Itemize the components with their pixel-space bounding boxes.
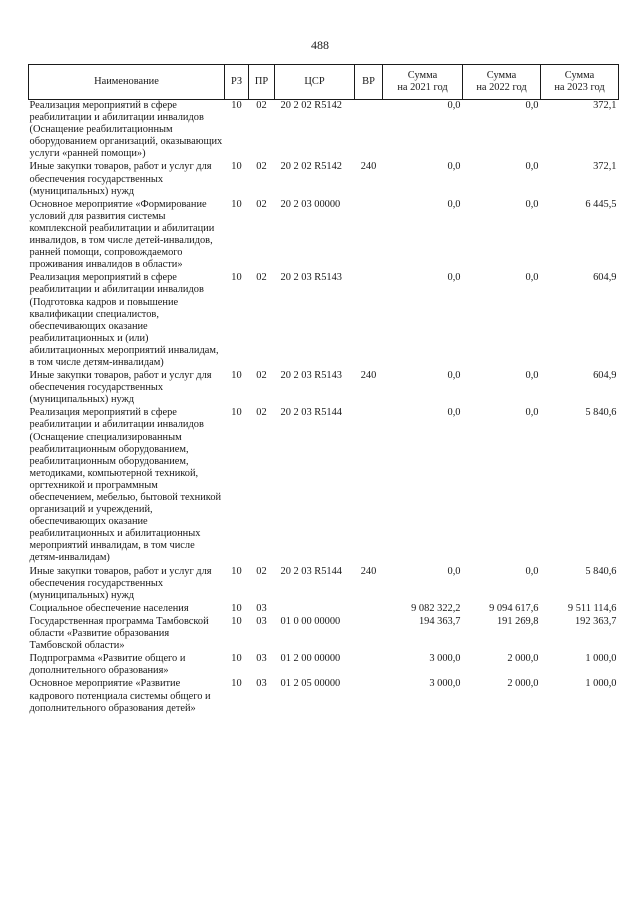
table-row [29,199,619,273]
row-sum-2022: 0,0 [525,198,539,210]
row-sum-2023: 5 840,6 [585,407,617,419]
row-rz: 10 [231,407,242,419]
row-sum-2023: 6 445,5 [585,198,617,210]
table-row [29,616,619,653]
row-sum-2021: 194 363,7 [418,615,461,627]
row-sum-2023: 5 840,6 [585,565,617,577]
header-rz: РЗ [225,65,249,100]
row-csr: 20 2 02 R5142 [280,161,342,173]
row-sum-2022: 0,0 [525,161,539,173]
row-sum-2021: 3 000,0 [429,653,461,665]
row-csr: 20 2 03 R5144 [280,565,342,577]
row-name: Реализация мероприятий в сфере реабилитации и абилитации инвалидов (Оснащение реабилитационным оборудованием организаций, оказывающих услуги «ранней помощи») [29,100,223,160]
row-pr: 02 [256,100,267,111]
header-pr: ПР [249,65,275,100]
header-sum-2021-line1: Сумма [407,69,438,81]
header-sum-2022-line2: на 2022 год [476,82,527,93]
header-sum-2023-line2: на 2023 год [554,82,605,93]
row-sum-2022: 191 269,8 [496,615,539,627]
row-rz: 10 [231,272,242,284]
row-csr: 20 2 02 R5142 [280,100,342,111]
row-pr: 02 [256,198,267,210]
header-csr: ЦСР [275,65,355,100]
row-sum-2021: 0,0 [447,198,461,210]
row-name: Реализация мероприятий в сфере реабилитации и абилитации инвалидов (Оснащение специализированным реабилитационным оборудованием, реабилитационным оборудованием, методиками, компьютерной техникой, оргтехникой и программным обеспечением, мебелью, бытовой техникой организаций и учреждений, обеспечивающих оказание реабилитационных и абилитационных мероприятий инвалидам, в том числе детям-инвалидам) [29,407,222,564]
row-csr [275,603,355,616]
row-name: Иные закупки товаров, работ и услуг для обеспечения государственных (муниципальных) нужд [29,370,212,406]
row-name: Основное мероприятие «Развитие кадрового потенциала системы общего и дополнительного образования детей» [29,678,211,714]
row-sum-2023: 604,9 [593,272,617,284]
row-vr [355,199,383,273]
row-csr: 01 2 05 00000 [280,678,341,690]
table-row [29,100,619,162]
row-sum-2022: 9 094 617,6 [489,602,539,614]
table-row [29,653,619,678]
row-csr: 01 0 00 00000 [280,615,341,627]
table-body [29,100,619,716]
row-sum-2021: 0,0 [447,161,461,173]
row-pr: 02 [256,272,267,284]
row-name: Иные закупки товаров, работ и услуг для обеспечения государственных (муниципальных) нужд [29,565,212,601]
row-name: Подпрограмма «Развитие общего и дополнительного образования» [29,653,186,677]
row-sum-2023: 372,1 [593,100,617,111]
row-csr: 20 2 03 R5143 [280,272,342,284]
row-sum-2021: 0,0 [447,272,461,284]
header-sum-2021 [383,65,463,100]
row-sum-2021: 0,0 [447,370,461,382]
row-sum-2023: 192 363,7 [574,615,617,627]
row-vr: 240 [360,161,377,173]
row-pr: 02 [256,407,267,419]
row-vr: 240 [360,565,377,577]
row-vr [355,616,383,653]
row-pr: 03 [256,602,267,614]
row-sum-2023: 372,1 [593,161,617,173]
row-sum-2022: 0,0 [525,100,539,111]
row-sum-2023: 1 000,0 [585,653,617,665]
row-csr: 20 2 03 R5144 [280,407,342,419]
row-sum-2023: 604,9 [593,370,617,382]
row-sum-2022: 2 000,0 [507,653,539,665]
table-row [29,566,619,603]
row-pr: 02 [256,161,267,173]
row-rz: 10 [231,100,242,111]
row-name: Социальное обеспечение населения [29,602,189,614]
row-sum-2022: 2 000,0 [507,678,539,690]
row-vr [355,407,383,565]
row-csr: 20 2 03 R5143 [280,370,342,382]
header-sum-2021-line2: на 2021 год [397,82,448,93]
header-sum-2022-line1: Сумма [486,69,517,81]
row-rz: 10 [231,678,242,690]
table-header-row [29,65,619,100]
row-vr [355,603,383,616]
row-pr: 02 [256,565,267,577]
row-vr: 240 [360,370,377,382]
header-sum-2022 [463,65,541,100]
row-name: Основное мероприятие «Формирование условий для развития системы комплексной реабилитации и абилитации инвалидов, в том числе детей-инвалидов, ранней помощи, сопровождаемого проживания инвалидов в области» [29,198,215,271]
row-pr: 03 [256,653,267,665]
row-sum-2022: 0,0 [525,407,539,419]
header-vr: ВР [355,65,383,100]
row-name: Реализация мероприятий в сфере реабилитации и абилитации инвалидов (Подготовка кадров и повышение квалификации специалистов, обеспечивающих оказание реабилитационных и (или) абилитационных мероприятий инвалидам, в том числе детям-инвалидам) [29,272,219,368]
row-rz: 10 [231,653,242,665]
row-csr: 01 2 00 00000 [280,653,341,665]
row-sum-2022: 0,0 [525,272,539,284]
row-csr: 20 2 03 00000 [280,198,341,210]
row-sum-2021: 0,0 [447,100,461,111]
table-row [29,272,619,370]
header-name: Наименование [29,65,225,100]
row-rz: 10 [231,370,242,382]
row-name: Иные закупки товаров, работ и услуг для обеспечения государственных (муниципальных) нужд [29,161,212,197]
row-sum-2022: 0,0 [525,370,539,382]
row-sum-2021: 9 082 322,2 [411,602,461,614]
row-vr [355,100,383,162]
row-rz: 10 [231,198,242,210]
row-sum-2023: 9 511 114,6 [567,602,617,614]
row-rz: 10 [231,161,242,173]
header-sum-2023-line1: Сумма [564,69,595,81]
table-row [29,603,619,616]
table-row [29,678,619,715]
row-vr [355,272,383,370]
budget-table [28,64,619,716]
row-sum-2023: 1 000,0 [585,678,617,690]
row-sum-2021: 0,0 [447,565,461,577]
page-number: 488 [311,38,329,52]
row-rz: 10 [231,565,242,577]
row-sum-2021: 3 000,0 [429,678,461,690]
row-vr [355,678,383,715]
budget-table-container [28,64,618,716]
row-pr: 02 [256,370,267,382]
table-row [29,161,619,198]
row-pr: 03 [256,678,267,690]
table-row [29,407,619,565]
table-row [29,370,619,407]
row-vr [355,653,383,678]
row-rz: 10 [231,615,242,627]
row-rz: 10 [231,602,242,614]
row-sum-2021: 0,0 [447,407,461,419]
row-name: Государственная программа Тамбовской области «Развитие образования Тамбовской области» [29,615,209,652]
row-sum-2022: 0,0 [525,565,539,577]
header-sum-2023 [541,65,619,100]
row-pr: 03 [256,615,267,627]
